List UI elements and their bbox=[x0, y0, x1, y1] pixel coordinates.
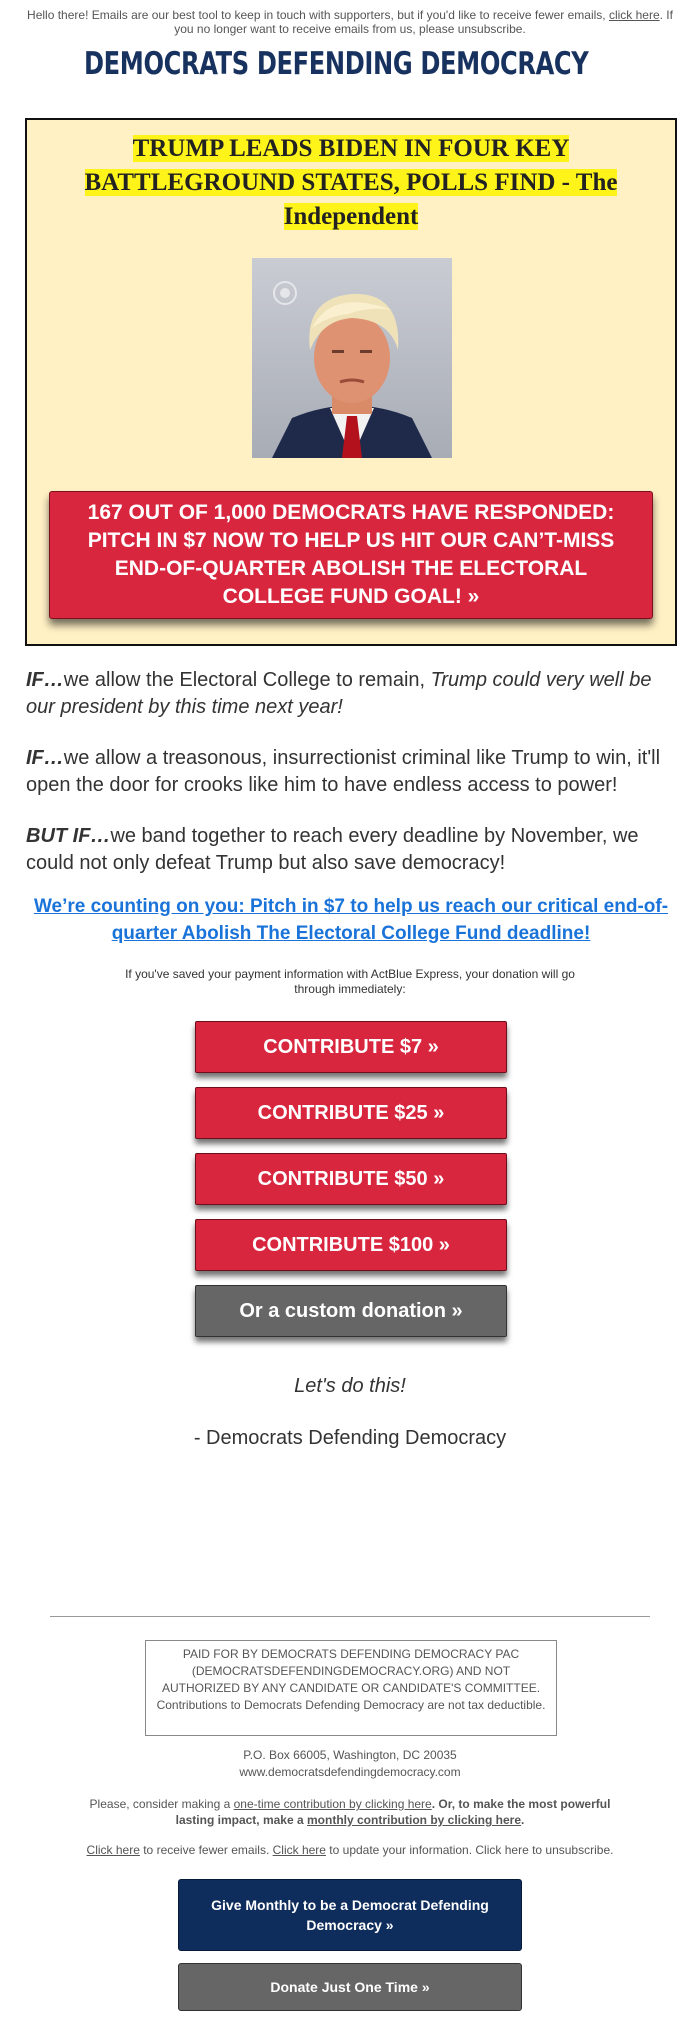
preheader bbox=[20, 8, 680, 36]
donate-one-time-button[interactable]: Donate Just One Time » bbox=[178, 1963, 522, 2011]
headline-highlight: TRUMP LEADS BIDEN IN FOUR KEY BATTLEGROUND STATES, POLLS FIND - The Independent bbox=[84, 135, 618, 230]
p3-lead: BUT IF… bbox=[26, 825, 111, 847]
brand-logo bbox=[74, 44, 634, 84]
consider-contribution bbox=[70, 1796, 630, 1828]
fewer-emails-link[interactable]: click here bbox=[608, 8, 660, 22]
contribute-50-button[interactable]: CONTRIBUTE $50 » bbox=[195, 1153, 507, 1205]
preheader-text: Hello there! Emails are our best tool to keep in touch with supporters, but if you'd like to receive fewer emails, bbox=[27, 8, 609, 22]
mugshot-photo-icon bbox=[252, 258, 452, 458]
contribute-7-button[interactable]: CONTRIBUTE $7 » bbox=[195, 1021, 507, 1073]
p3-text: we band together to reach every deadline by November, we could not only defeat Trump but also save democracy! bbox=[26, 825, 639, 874]
consider-end: . bbox=[521, 1813, 525, 1827]
news-headline bbox=[67, 132, 635, 234]
mugshot-photo bbox=[252, 258, 452, 458]
consider-mid-text: . Or, to make the most powerful lasting impact, make a bbox=[175, 1797, 611, 1827]
p2-lead: IF… bbox=[26, 747, 64, 769]
pitch-in-link[interactable]: We’re counting on you: Pitch in $7 to help us reach our critical end-of-quarter Abolish The Electoral College Fund deadline! bbox=[33, 896, 669, 944]
feature-box bbox=[25, 118, 677, 646]
p2-text: we allow a treasonous, insurrectionist criminal like Trump to win, it'll open the door for crooks like him to have endless access to power! bbox=[26, 747, 661, 796]
p1-lead: IF… bbox=[26, 669, 64, 691]
footer-divider bbox=[50, 1616, 650, 1617]
website-url: www.democratsdefendingdemocracy.com bbox=[239, 1765, 461, 1779]
signoff-signature: - Democrats Defending Democracy bbox=[193, 1427, 507, 1449]
consider-text: Please, consider making a bbox=[89, 1797, 234, 1811]
contribute-100-button[interactable]: CONTRIBUTE $100 » bbox=[195, 1219, 507, 1271]
contribute-25-button[interactable]: CONTRIBUTE $25 » bbox=[195, 1087, 507, 1139]
paragraph-2 bbox=[26, 745, 676, 799]
signoff-line: Let's do this! bbox=[294, 1375, 406, 1397]
paid-for-disclaimer bbox=[145, 1640, 557, 1736]
fewer-emails-text: to receive fewer emails. bbox=[139, 1843, 273, 1857]
one-time-contribution-link[interactable]: one-time contribution by clicking here bbox=[233, 1797, 432, 1811]
p1-text: we allow the Electoral College to remain, bbox=[63, 669, 431, 691]
update-info-text: to update your information. Click here to unsubscribe. bbox=[325, 1843, 614, 1857]
monthly-contribution-link[interactable]: monthly contribution by clicking here bbox=[307, 1813, 522, 1827]
fewer-emails-footer-link[interactable]: Click here bbox=[86, 1843, 140, 1857]
disclaimer-note: Contributions to Democrats Defending Democracy are not tax deductible. bbox=[156, 1698, 546, 1712]
disclaimer-caps: PAID FOR BY DEMOCRATS DEFENDING DEMOCRACY PAC (DEMOCRATSDEFENDINGDEMOCRACY.ORG) AND NOT AUTHORIZED BY ANY CANDIDATE OR CANDIDATE'S COMMITTEE. bbox=[161, 1647, 541, 1695]
custom-donation-button[interactable]: Or a custom donation » bbox=[195, 1285, 507, 1337]
preheader-text-end: . If you no longer want to receive emails from us, please unsubscribe. bbox=[174, 8, 673, 36]
logo-wordmark: DEMOCRATS DEFENDING DEMOCRACY bbox=[84, 46, 589, 82]
actblue-express-note: If you've saved your payment information with ActBlue Express, your donation will go through immediately: bbox=[125, 967, 575, 996]
update-info-link[interactable]: Click here bbox=[272, 1843, 326, 1857]
email-preferences-links bbox=[0, 1843, 700, 1857]
main-cta-button[interactable]: 167 OUT OF 1,000 DEMOCRATS HAVE RESPONDED: PITCH IN $7 NOW TO HELP US HIT OUR CAN’T-MISS END-OF-QUARTER ABOLISH THE ELECTORAL COLLEGE FUND GOAL! » bbox=[49, 491, 653, 619]
give-monthly-button[interactable]: Give Monthly to be a Democrat Defending Democracy » bbox=[178, 1879, 522, 1951]
p1-italic: Trump could very well be our president by this time next year! bbox=[26, 669, 652, 718]
po-box: P.O. Box 66005, Washington, DC 20035 bbox=[243, 1748, 457, 1762]
mailing-address bbox=[0, 1747, 700, 1781]
paragraph-1 bbox=[26, 667, 676, 721]
paragraph-3 bbox=[26, 823, 676, 877]
